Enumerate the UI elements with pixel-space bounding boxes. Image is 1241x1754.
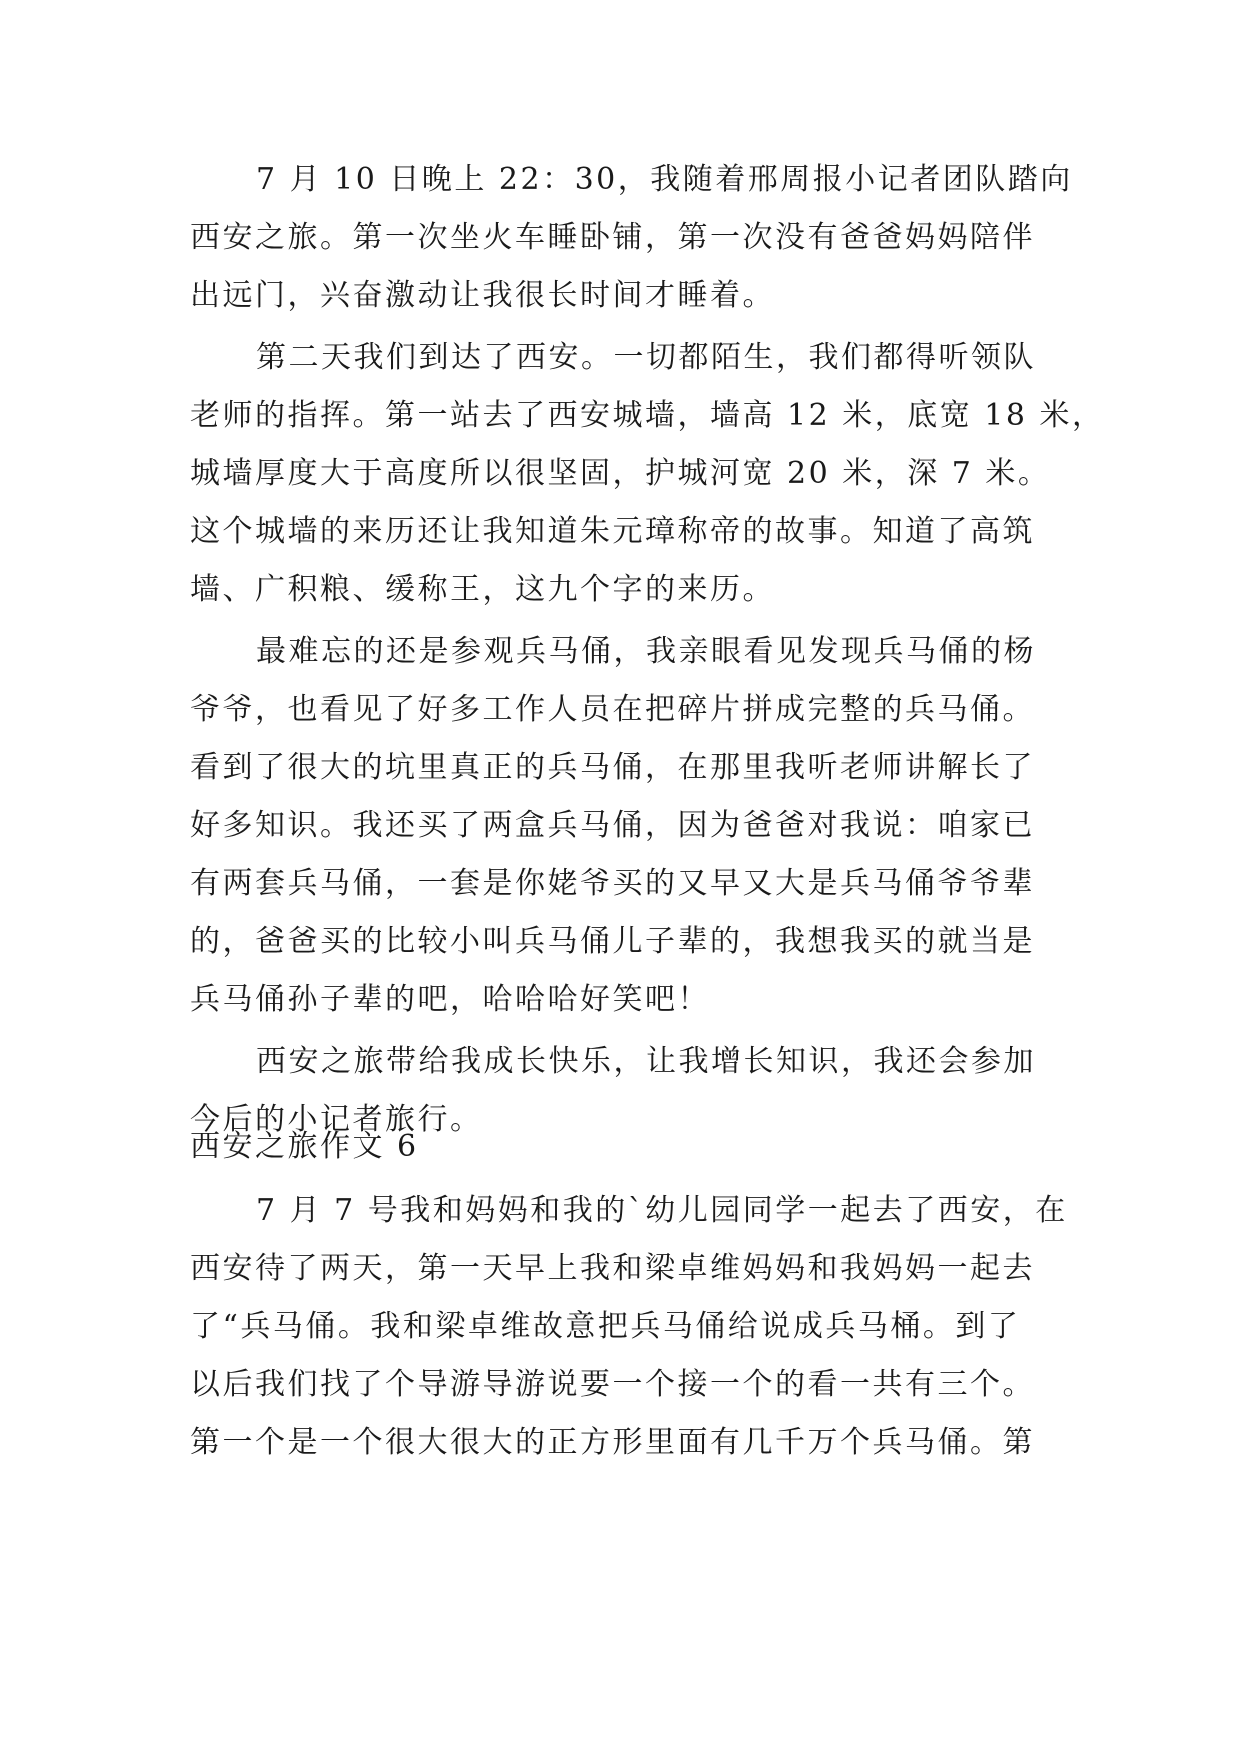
article-body	[190, 151, 1105, 1149]
text-line: 第一个是一个很大很大的正方形里面有几千万个兵马俑。第	[190, 1425, 1035, 1460]
text-line: 这个城墙的来历还让我知道朱元璋称帝的故事。知道了高筑	[190, 514, 1035, 549]
text-line: 第二天我们到达了西安。一切都陌生，我们都得听领队	[256, 340, 1036, 375]
text-line: 看到了很大的坑里真正的兵马俑，在那里我听老师讲解长了	[190, 750, 1035, 785]
text-line: 墙、广积粮、缓称王，这九个字的来历。	[190, 572, 775, 607]
text-line: 爷爷，也看见了好多工作人员在把碎片拼成完整的兵马俑。	[190, 692, 1035, 727]
text-line: 7 月 10 日晚上 22：30，我随着邢周报小记者团队踏向	[256, 162, 1073, 197]
essay-6-section	[190, 1118, 1070, 1472]
text-line: 兵马俑孙子辈的吧，哈哈哈好笑吧！	[190, 982, 710, 1017]
paragraph-5	[190, 1182, 1070, 1472]
text-line: 好多知识。我还买了两盒兵马俑，因为爸爸对我说：咱家已	[190, 808, 1035, 843]
text-line: 西安待了两天，第一天早上我和梁卓维妈妈和我妈妈一起去	[190, 1251, 1035, 1286]
paragraph-1	[190, 151, 1073, 325]
text-line: 以后我们找了个导游导游说要一个接一个的看一共有三个。	[190, 1367, 1035, 1402]
text-line: 的，爸爸买的比较小叫兵马俑儿子辈的，我想我买的就当是	[190, 924, 1035, 959]
text-line: 出远门，兴奋激动让我很长时间才睡着。	[190, 278, 775, 313]
text-line: 西安之旅带给我成长快乐，让我增长知识，我还会参加	[256, 1044, 1036, 1079]
text-line: 最难忘的还是参观兵马俑，我亲眼看见发现兵马俑的杨	[256, 634, 1036, 669]
text-line: 今后的小记者旅行。	[190, 1102, 483, 1137]
text-line: 了“兵马俑。我和梁卓维故意把兵马俑给说成兵马桶。到了	[190, 1309, 1021, 1344]
text-line: 西安之旅。第一次坐火车睡卧铺，第一次没有爸爸妈妈陪伴	[190, 220, 1035, 255]
text-line: 7 月 7 号我和妈妈和我的`幼儿园同学一起去了西安，在	[256, 1193, 1068, 1228]
section-heading: 西安之旅作文 6	[190, 1129, 419, 1164]
paragraph-3	[190, 623, 1070, 1029]
text-line: 老师的指挥。第一站去了西安城墙，墙高 12 米，底宽 18 米，	[190, 398, 1105, 433]
text-line: 城墙厚度大于高度所以很坚固，护城河宽 20 米，深 7 米。	[190, 456, 1051, 491]
paragraph-2	[190, 329, 1105, 619]
text-line: 有两套兵马俑，一套是你姥爷买的又早又大是兵马俑爷爷辈	[190, 866, 1035, 901]
